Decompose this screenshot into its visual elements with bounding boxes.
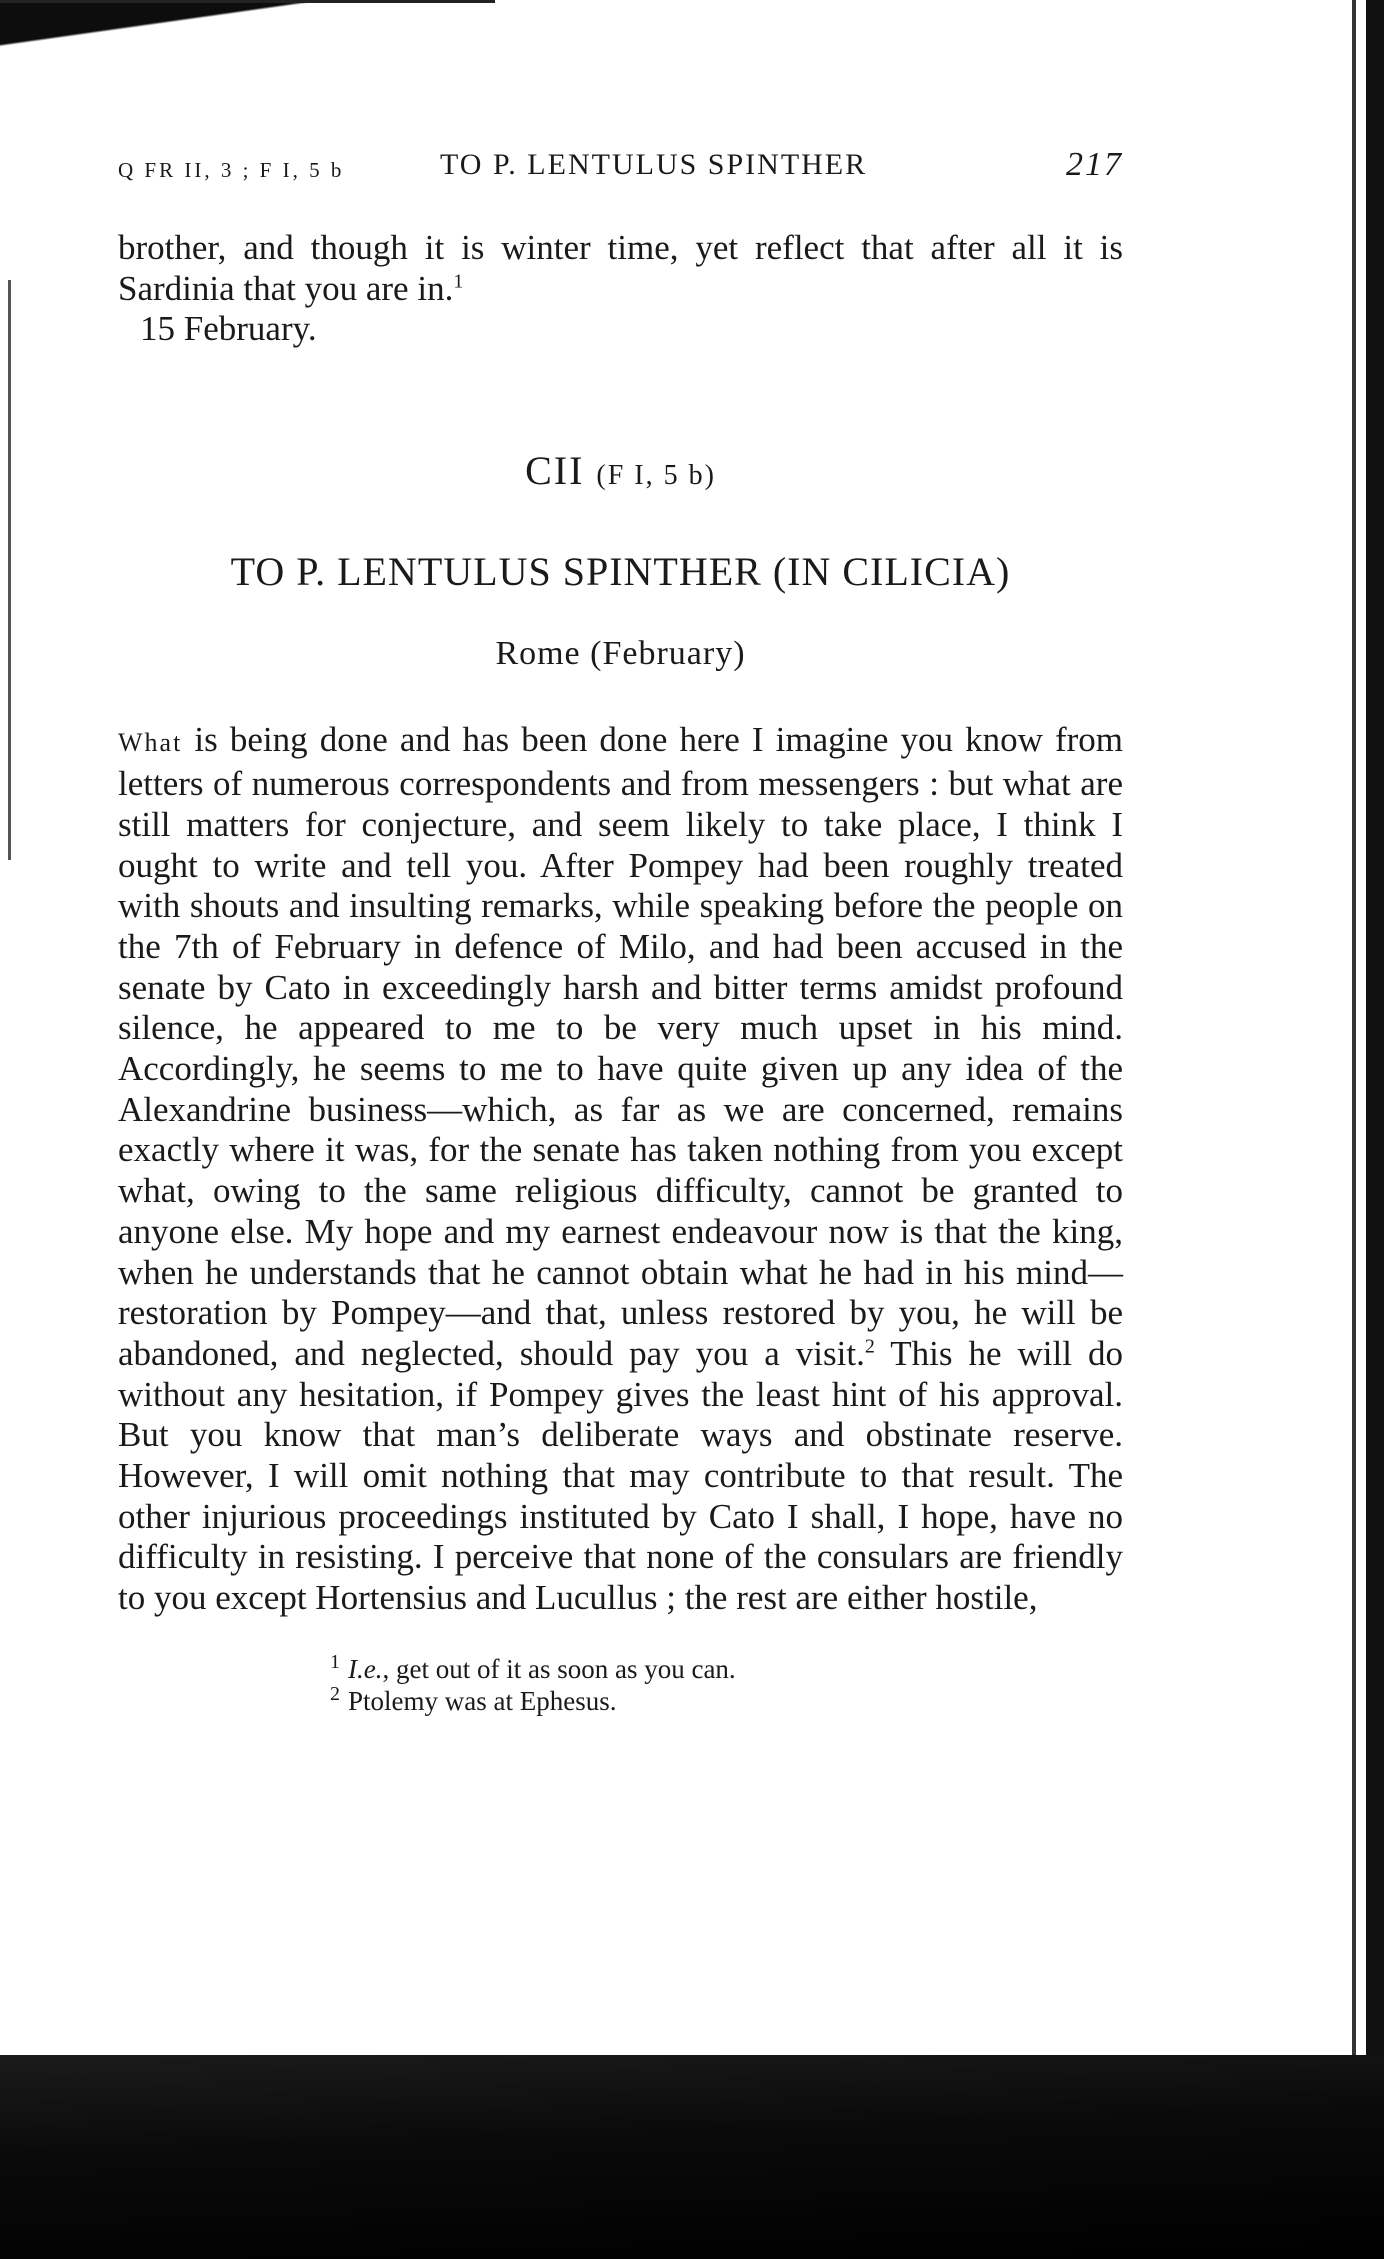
letter-place-date: Rome (February) (495, 635, 746, 673)
footnote-lead: I.e. (348, 1653, 383, 1684)
date-line: 15 February. (140, 309, 317, 349)
footnote-text: Ptolemy was at Ephesus. (348, 1685, 617, 1716)
letter-body (118, 720, 1123, 1618)
running-head-reference: Q FR II, 3 ; F I, 5 b (118, 158, 345, 182)
letter-text-part2: This he will do without any hesitation, if Pompey gives the least hint of his approval. But you know that man’s deliberate ways and obstinate reserve. However, I will omit nothing that may contribute to that result. The other injurious proceedings instituted by Cato I shall, I hope, have no difficulty in resisting. I perceive that none of the consulars are friendly to you except Hortensius and Lucullus ; the rest are either hostile, (118, 1333, 1123, 1618)
scan-edge-line-top (0, 0, 495, 3)
letter-text-part1: is being done and has been done here I imagine you know from letters of numerous correspondents and from messengers : but what are still matters for conjecture, and seem likely to take place, I think I ought to write and tell you. After Pompey had been roughly treated with shouts and insulting remarks, while speaking before the people on the 7th of February in defence of Milo, and had been accused in the senate by Cato in exceedingly harsh and bitter terms amidst profound silence, he appeared to me to be very much upset in his mind. Accordingly, he seems to me to have quite given up any idea of the Alexandrine business—which, as far as we are concerned, remains exactly where it was, for the senate has taken nothing from you except what, owing to the same religious difficulty, cannot be granted to anyone else. My hope and my earnest endeavour now is that the king, when he understands that he cannot obtain what he had in his mind—restoration by Pompey—and that, unless restored by you, he will be abandoned, and neglected, should pay you a visit. (118, 720, 1123, 1373)
footnote (330, 1682, 1123, 1717)
footnote (330, 1650, 1123, 1685)
scan-edge-line-left (8, 280, 11, 860)
opening-word: What (118, 728, 183, 758)
continuation-text: brother, and though it is winter time, yet reflect that after all it is Sardinia that you are in. (118, 228, 1123, 308)
footnotes (118, 1650, 1123, 1717)
letter-addressee: TO P. LENTULUS SPINTHER (IN CILICIA) (230, 549, 1011, 595)
page-number: 217 (1066, 146, 1123, 183)
footnote-text: , get out of it as soon as you can. (382, 1653, 736, 1684)
running-head (118, 130, 1123, 190)
continuation-paragraph (118, 228, 1123, 309)
scan-shadow-bottom (0, 2055, 1384, 2259)
scan-shadow-top (0, 0, 430, 56)
book-page (118, 130, 1123, 1717)
footnote-ref-1[interactable]: 1 (453, 270, 464, 293)
scan-shadow-right (1366, 0, 1384, 2259)
letter-number: CII (525, 448, 585, 494)
scan-edge-line-right (1352, 0, 1356, 2070)
letter-reference: (F I, 5 b) (596, 460, 716, 492)
footnote-mark: 2 (330, 1682, 340, 1705)
letter-heading (118, 447, 1123, 500)
footnote-mark: 1 (330, 1650, 340, 1673)
footnote-ref-2[interactable]: 2 (864, 1335, 875, 1358)
running-head-title: TO P. LENTULUS SPINTHER (440, 148, 868, 181)
